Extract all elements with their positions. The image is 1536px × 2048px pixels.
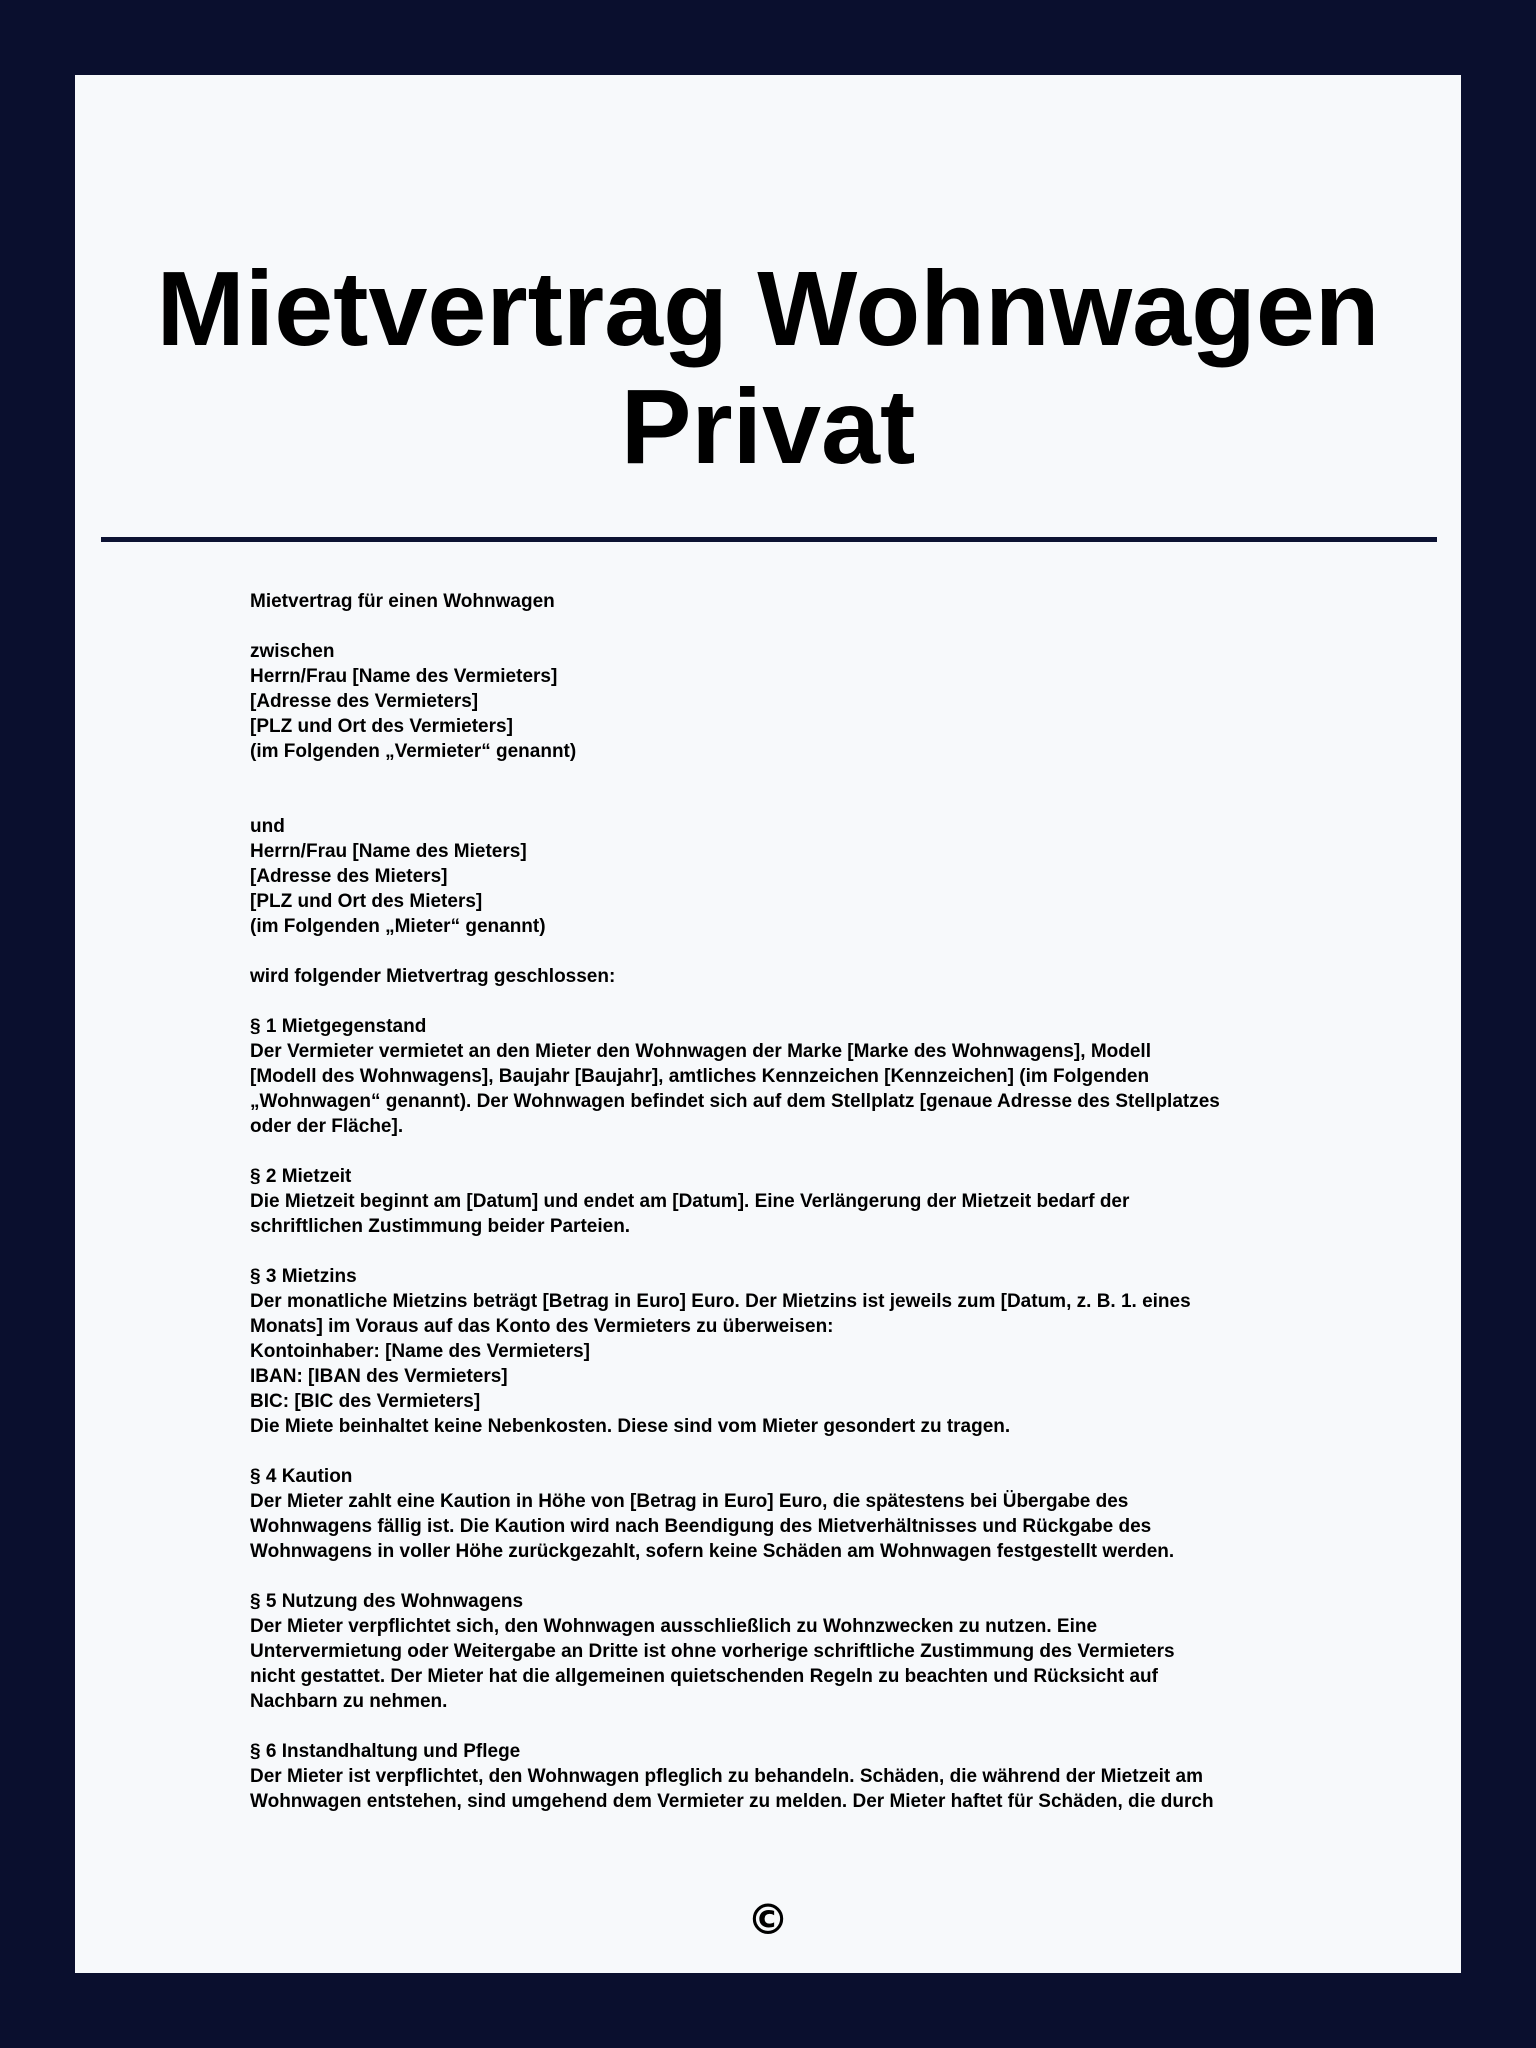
body-line: BIC: [BIC des Vermieters] (250, 1391, 481, 1412)
body-line: § 5 Nutzung des Wohnwagens (250, 1591, 524, 1612)
body-line: Wohnwagens in voller Höhe zurückgezahlt, sofern keine Schäden am Wohnwagen festgestellt werden. (250, 1541, 1175, 1562)
body-line: [Adresse des Mieters] (250, 866, 448, 887)
document-title: Mietvertrag Wohnwagen Privat (156, 250, 1380, 486)
body-line: § 2 Mietzeit (250, 1166, 352, 1187)
body-line: IBAN: [IBAN des Vermieters] (250, 1366, 508, 1387)
body-line: und (250, 816, 285, 837)
body-line: wird folgender Mietvertrag geschlossen: (250, 966, 616, 987)
body-line: oder der Fläche]. (250, 1116, 404, 1137)
body-line: Der monatliche Mietzins beträgt [Betrag in Euro] Euro. Der Mietzins ist jeweils zum [Datum, z. B. 1. eines (250, 1291, 1191, 1312)
body-line: Der Mieter zahlt eine Kaution in Höhe von [Betrag in Euro] Euro, die spätestens bei Übergabe des (250, 1491, 1129, 1512)
body-line: schriftlichen Zustimmung beider Parteien. (250, 1216, 631, 1237)
body-line: Kontoinhaber: [Name des Vermieters] (250, 1341, 590, 1362)
body-line: § 4 Kaution (250, 1466, 353, 1487)
body-line: Mietvertrag für einen Wohnwagen (250, 591, 555, 612)
body-line: „Wohnwagen“ genannt). Der Wohnwagen befindet sich auf dem Stellplatz [genaue Adresse des Stellplatzes (250, 1091, 1220, 1112)
body-line (250, 764, 1290, 789)
body-line: [PLZ und Ort des Vermieters] (250, 716, 513, 737)
body-line (250, 1239, 1290, 1264)
body-line (250, 1564, 1290, 1589)
body-line (250, 1714, 1290, 1739)
body-line: Herrn/Frau [Name des Vermieters] (250, 666, 558, 687)
body-line: zwischen (250, 641, 335, 662)
body-line (250, 789, 1290, 814)
body-line: Wohnwagen entstehen, sind umgehend dem Vermieter zu melden. Der Mieter haftet für Schäden, die durch (250, 1791, 1214, 1812)
body-line: Der Mieter verpflichtet sich, den Wohnwagen ausschließlich zu Wohnzwecken zu nutzen. Eine (250, 1616, 1098, 1637)
body-line: Die Miete beinhaltet keine Nebenkosten. Diese sind vom Mieter gesondert zu tragen. (250, 1416, 1011, 1437)
body-line: (im Folgenden „Vermieter“ genannt) (250, 741, 577, 762)
body-line (250, 1139, 1290, 1164)
body-line (250, 939, 1290, 964)
body-line: [PLZ und Ort des Mieters] (250, 891, 483, 912)
body-line: Nachbarn zu nehmen. (250, 1691, 448, 1712)
body-line (250, 989, 1290, 1014)
copyright-symbol: © (747, 1895, 789, 1944)
body-line: Der Mieter ist verpflichtet, den Wohnwagen pfleglich zu behandeln. Schäden, die während der Mietzeit am (250, 1766, 1203, 1787)
body-line: Untervermietung oder Weitergabe an Dritte ist ohne vorherige schriftliche Zustimmung des Vermieters (250, 1641, 1175, 1662)
body-line: [Modell des Wohnwagens], Baujahr [Baujahr], amtliches Kennzeichen [Kennzeichen] (im Folgenden (250, 1066, 1150, 1087)
body-line: § 3 Mietzins (250, 1266, 357, 1287)
body-line: [Adresse des Vermieters] (250, 691, 479, 712)
body-line: Die Mietzeit beginnt am [Datum] und endet am [Datum]. Eine Verlängerung der Mietzeit bedarf der (250, 1191, 1130, 1212)
body-line (250, 614, 1290, 639)
document-page (75, 75, 1461, 1973)
body-line (250, 1439, 1290, 1464)
body-line: § 1 Mietgegenstand (250, 1016, 427, 1037)
body-line: § 6 Instandhaltung und Pflege (250, 1741, 521, 1762)
body-line: nicht gestattet. Der Mieter hat die allgemeinen quietschenden Regeln zu beachten und Rücksicht auf (250, 1666, 1158, 1687)
body-line: Monats] im Voraus auf das Konto des Vermieters zu überweisen: (250, 1316, 834, 1337)
title-divider (101, 537, 1437, 542)
body-line: Wohnwagens fällig ist. Die Kaution wird nach Beendigung des Mietverhältnisses und Rückgabe des (250, 1516, 1152, 1537)
body-line: Der Vermieter vermietet an den Mieter den Wohnwagen der Marke [Marke des Wohnwagens], Modell (250, 1041, 1151, 1062)
body-line: Herrn/Frau [Name des Mieters] (250, 841, 527, 862)
contract-body (250, 589, 1290, 1814)
body-line: (im Folgenden „Mieter“ genannt) (250, 916, 546, 937)
